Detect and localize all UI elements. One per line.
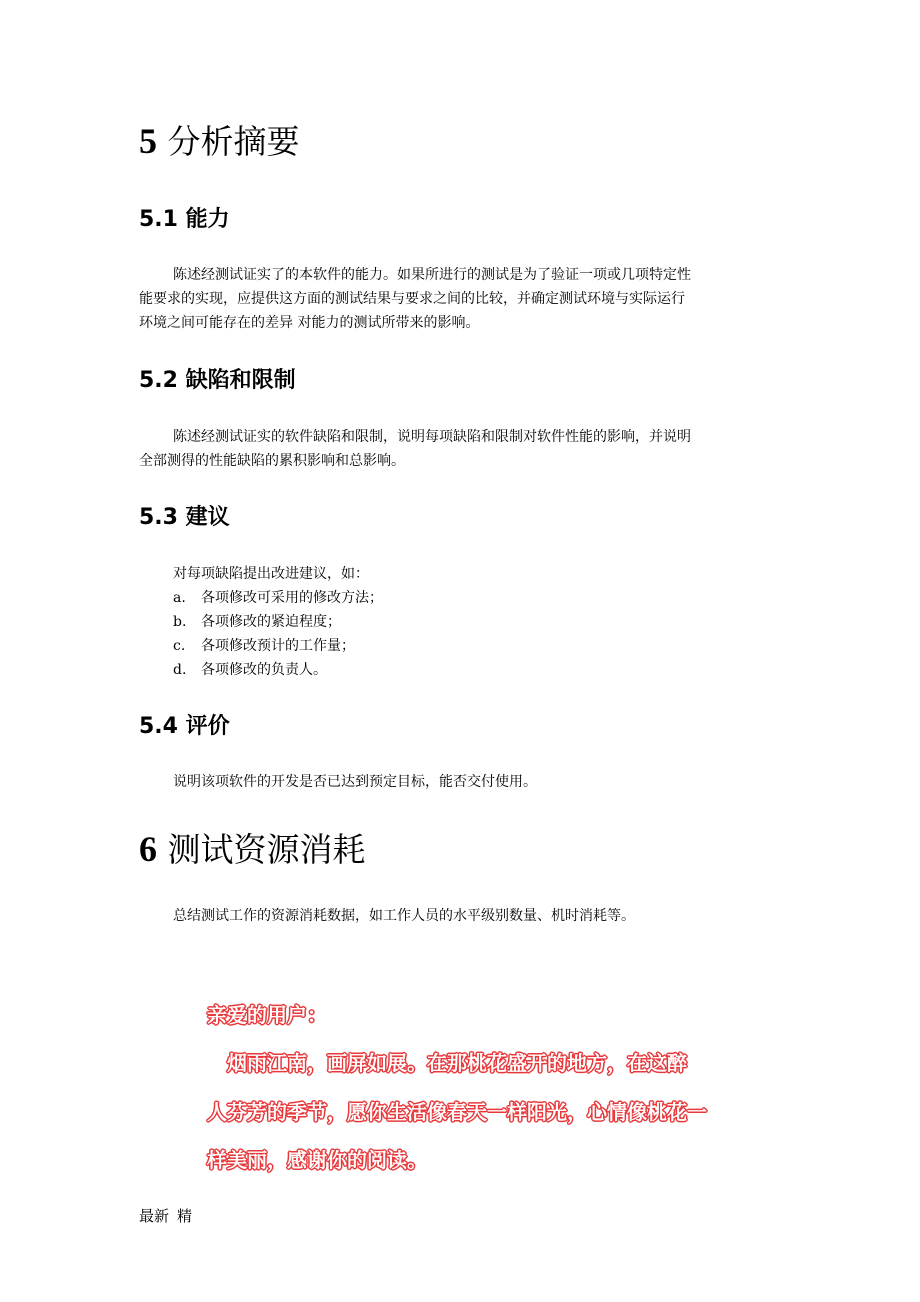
section-5-2-line-1: 陈述经测试证实的软件缺陷和限制，说明每项缺陷和限制对软件性能的影响，并说明 [173,429,691,445]
greeting-salutation: 亲爱的用户： [207,1003,327,1027]
greeting-line-1: 烟雨江南，画屏如展。在那桃花盛开的地方，在这醉 [227,1051,687,1075]
list-marker: d. [173,662,187,678]
section-5-heading [139,121,300,162]
section-5-3-heading: 5.3 建议 [139,505,230,530]
section-6-title: 测试资源消耗 [167,830,366,869]
footer-word: 精 [177,1207,193,1225]
section-5-1-line-1: 陈述经测试证实了的本软件的能力。如果所进行的测试是为了验证一项或几项特定性 [173,267,691,283]
section-5-4-body: 说明该项软件的开发是否已达到预定目标，能否交付使用。 [173,774,537,790]
list-text: 各项修改可采用的修改方法； [201,590,383,606]
list-item [173,610,341,634]
section-5-4-heading: 5.4 评价 [139,714,230,739]
footer-text [139,1204,192,1228]
list-marker: b. [173,614,187,630]
section-5-number: 5 [139,121,157,161]
list-marker: c. [173,638,186,654]
list-text: 各项修改的紧迫程度； [201,614,341,630]
list-marker: a. [173,590,186,606]
section-5-1-heading: 5.1 能力 [139,207,230,232]
section-5-1-line-2: 能要求的实现，应提供这方面的测试结果与要求之间的比较，并确定测试环境与实际运行 [139,291,685,307]
greeting-line-3: 样美丽，感谢你的阅读。 [207,1148,427,1172]
list-item [173,634,355,658]
footer-word: 最新 [139,1207,170,1225]
list-text: 各项修改预计的工作量； [201,638,355,654]
section-6-heading [139,829,366,870]
list-item [173,586,383,610]
section-5-1-line-3: 环境之间可能存在的差异 对能力的测试所带来的影响。 [139,315,480,331]
section-6-body: 总结测试工作的资源消耗数据，如工作人员的水平级别数量、机时消耗等。 [173,908,635,924]
section-5-title: 分析摘要 [167,122,300,161]
section-6-number: 6 [139,829,157,869]
section-5-3-intro: 对每项缺陷提出改进建议，如： [173,566,369,582]
section-5-2-heading: 5.2 缺陷和限制 [139,368,296,393]
list-item [173,658,327,682]
list-text: 各项修改的负责人。 [201,662,327,678]
section-5-2-line-2: 全部测得的性能缺陷的累积影响和总影响。 [139,453,405,469]
greeting-line-2: 人芬芳的季节，愿你生活像春天一样阳光，心情像桃花一 [207,1100,707,1124]
